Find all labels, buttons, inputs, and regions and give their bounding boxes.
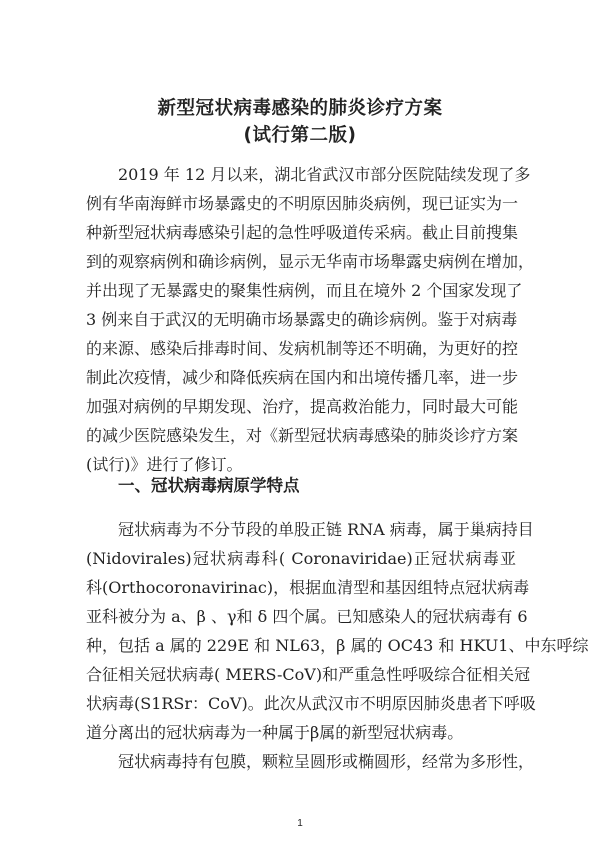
intro-line: 加强对病例的早期发现、治疗，提高救治能力，同时最大可能 <box>86 397 519 416</box>
section-heading: 一、冠状病毒病原学特点 <box>118 476 300 495</box>
section-line: 道分离出的冠状病毒为一种属于β属的新型冠状病毒。 <box>86 723 464 742</box>
intro-line: 例有华南海鲜市场暴露史的不明原因肺炎病例，现已证实为一 <box>86 194 519 213</box>
section-line: 科(Orthocoronavirinac)，根据血清型和基因组特点冠状病毒 <box>86 578 530 597</box>
section-line: 合征相关冠状病毒( MERS-CoV)和严重急性呼吸综合征相关冠 <box>86 665 531 684</box>
section-line: (Nidovirales)冠状病毒科( Coronaviridae)正冠状病毒亚 <box>86 549 516 568</box>
intro-line: 种新型冠状病毒感染引起的急性呼吸道传采病。截止目前搜集 <box>86 223 519 242</box>
section-line: 亚科被分为 a、β 、γ和 δ 四个属。已知感染人的冠状病毒有 6 <box>86 607 528 626</box>
document-subtitle: (试行第二版) <box>243 125 357 146</box>
section-line: 种，包括 a 属的 229E 和 NL63，β 属的 OC43 和 HKU1、中东呼综 <box>86 636 589 655</box>
intro-line: (试行)》进行了修订。 <box>86 455 243 474</box>
section-line: 状病毒(S1RSr：CoV)。此次从武汉市不明原因肺炎患者下呼吸 <box>86 694 536 713</box>
intro-line: 的减少医院感染发生，对《新型冠状病毒感染的肺炎诊疗方案 <box>86 426 519 445</box>
intro-line: 制此次疫情，减少和降低疾病在国内和出境传播几率，进一步 <box>86 368 519 387</box>
intro-line: 的来源、感染后排毒时间、发病机制等还不明确，为更好的控 <box>86 339 519 358</box>
intro-line: 2019 年 12 月以来，湖北省武汉市部分医院陆续发现了多 <box>118 165 531 184</box>
section-line: 冠状病毒持有包膜，颗粒呈圆形或椭圆形，经常为多形性， <box>118 752 535 771</box>
page-number: 1 <box>297 818 303 829</box>
section-line: 冠状病毒为不分节段的单股正链 RNA 病毒，属于巢病持目 <box>118 520 534 539</box>
document-title: 新型冠状病毒感染的肺炎诊疗方案 <box>157 98 443 119</box>
intro-line: 3 例来自于武汉的无明确市场暴露史的确诊病例。鉴于对病毒 <box>86 310 518 329</box>
intro-line: 并出现了无暴露史的聚集性病例，而且在境外 2 个国家发现了 <box>86 281 523 300</box>
intro-line: 到的观察病例和确诊病例，显示无华南市场舉露史病例在增加， <box>86 252 535 271</box>
